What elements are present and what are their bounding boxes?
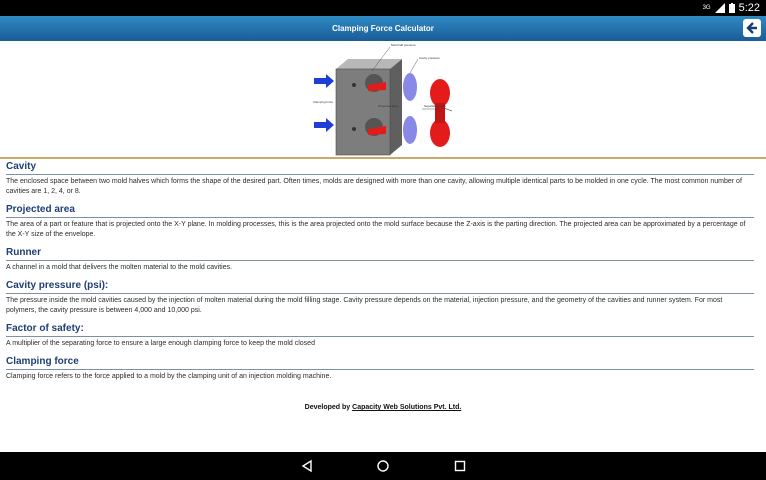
- label-left: Clamping force: [312, 100, 334, 104]
- section-body: The enclosed space between two mold halves which forms the shape of the desired part. Often times, molds are designed with more than one cavity, allowing multiple identical parts to be molded in one cycle. The most common number of cavities are 1, 2, 4, or 8.: [6, 178, 742, 195]
- company-link[interactable]: Capacity Web Solutions Pvt. Ltd.: [352, 404, 462, 411]
- clock: 5:22: [738, 2, 760, 14]
- section-body: The area of a part or feature that is projected onto the X-Y plane. In molding processes, this is the area projected onto the mold surface because the Z-axis is the parting direction. The projected area can be approximated by a percentage of the X-Y size of the envelope.: [6, 221, 746, 238]
- label-top-right: Cavity pressure: [419, 56, 440, 60]
- cavity-oval-top: [403, 73, 417, 101]
- section-body: The pressure inside the mold cavities caused by the injection of molten material during the mold filling stage. Cavity pressure depends on the material, injection pressure, and the geometry of the cavities and runner system. For most polymers, the cavity pressure is between 4,000 and 10,000 psi.: [6, 297, 723, 314]
- nav-back-button[interactable]: [299, 458, 315, 474]
- navigation-bar: [0, 452, 766, 480]
- label-top-left: Mold half pressure: [391, 43, 416, 47]
- section-cavity: [6, 161, 754, 197]
- network-type: 3G: [702, 5, 711, 11]
- battery-icon: [729, 3, 735, 13]
- cavity-oval-bottom: [403, 116, 417, 144]
- section-projected-area: [6, 204, 754, 240]
- section-title: Clamping force: [6, 356, 754, 370]
- label-right: Separating force: [424, 104, 447, 108]
- section-body: A multiplier of the separating force to ensure a large enough clamping force to keep the mold closed: [6, 340, 315, 347]
- credit-prefix: Developed by: [304, 404, 353, 411]
- section-cavity-pressure: [6, 280, 754, 316]
- section-title: Cavity: [6, 161, 754, 175]
- label-middle: Projected area: [378, 104, 398, 108]
- header-divider: [0, 157, 766, 159]
- app-title: Clamping Force Calculator: [332, 24, 434, 33]
- section-title: Cavity pressure (psi):: [6, 280, 754, 294]
- nav-recents-icon: [453, 459, 467, 473]
- section-runner: [6, 247, 754, 273]
- section-body: Clamping force refers to the force applied to a mold by the clamping unit of an injection molding machine.: [6, 373, 332, 380]
- clamp-arrow-top: [314, 74, 334, 88]
- section-clamping-force: [6, 356, 754, 382]
- definitions-list: [6, 161, 754, 389]
- mold-illustration: [302, 41, 462, 157]
- status-bar: [0, 0, 766, 16]
- back-arrow-icon: [746, 22, 758, 34]
- back-button[interactable]: [743, 19, 761, 37]
- section-factor-of-safety: [6, 323, 754, 349]
- developer-credit: [0, 404, 766, 411]
- signal-icon: [715, 3, 725, 13]
- section-title: Projected area: [6, 204, 754, 218]
- nav-home-button[interactable]: [375, 458, 391, 474]
- nav-recents-button[interactable]: [452, 458, 468, 474]
- mold-diagram: [0, 41, 766, 157]
- section-title: Runner: [6, 247, 754, 261]
- section-title: Factor of safety:: [6, 323, 754, 337]
- separating-part-top: [430, 79, 450, 107]
- app-bar: [0, 16, 766, 41]
- separating-part-bottom: [430, 119, 450, 147]
- nav-back-icon: [300, 459, 314, 473]
- nav-home-icon: [376, 459, 390, 473]
- clamp-arrow-bottom: [314, 118, 334, 132]
- section-body: A channel in a mold that delivers the molten material to the mold cavities.: [6, 264, 233, 271]
